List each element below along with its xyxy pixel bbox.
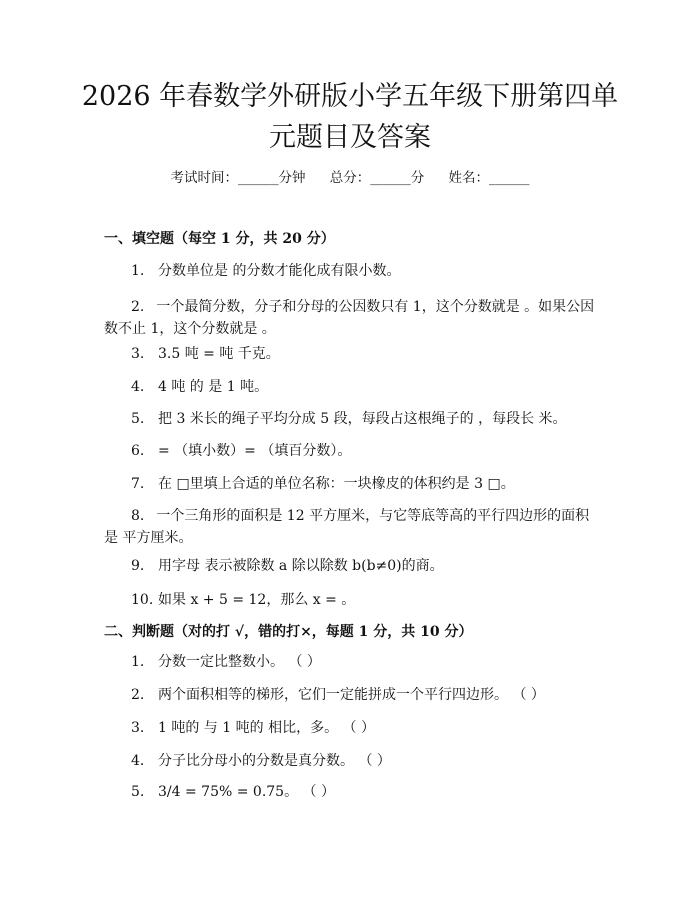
question-number: 9. (131, 558, 145, 574)
question-text: 1 吨的 与 1 吨的 相比，多。 （ ） (158, 720, 375, 736)
question-number: 1. (131, 263, 145, 279)
student-name-field: 姓名：______ (448, 170, 530, 186)
question-item (104, 440, 604, 462)
exam-time-field: 考试时间：______分钟 (170, 170, 306, 186)
question-number: 2. (131, 299, 145, 315)
section-heading-fill-in: 一、填空题（每空 1 分，共 20 分） (104, 231, 335, 247)
section-heading-true-false: 二、判断题（对的打 √，错的打×，每题 1 分，共 10 分） (104, 624, 473, 640)
page-title-line-2: 元题目及答案 (269, 122, 431, 153)
question-text: 用字母 表示被除数 a 除以除数 b(b≠0)的商。 (158, 558, 444, 574)
question-text: 两个面积相等的梯形，它们一定能拼成一个平行四边形。 （ ） (158, 687, 545, 703)
exam-meta (0, 166, 700, 186)
question-item (104, 651, 604, 673)
question-number: 4. (131, 753, 145, 769)
question-item (104, 376, 604, 398)
question-text: 如果 x + 5 = 12，那么 x = 。 (158, 592, 356, 608)
question-text: 分数单位是 的分数才能化成有限小数。 (158, 263, 401, 279)
question-number: 3. (131, 346, 145, 362)
question-item (104, 684, 604, 706)
question-number: 5. (131, 784, 145, 800)
question-text: 3/4 = 75% = 0.75。 （ ） (158, 784, 335, 800)
question-text: 3.5 吨 = 吨 千克。 (158, 346, 280, 362)
question-number: 6. (131, 443, 145, 459)
question-text: 在 □里填上合适的单位名称：一块橡皮的体积约是 3 □。 (158, 476, 515, 492)
question-item (104, 555, 604, 577)
question-text: 4 吨 的 是 1 吨。 (158, 379, 269, 395)
question-item (104, 296, 596, 340)
question-text: 一个最简分数，分子和分母的公因数只有 1，这个分数就是 。如果公因数不止 1，这个分数就是 。 (104, 299, 595, 337)
question-item (104, 589, 604, 611)
question-item (104, 750, 604, 772)
question-text: 一个三角形的面积是 12 平方厘米，与它等底等高的平行四边形的面积是 平方厘米。 (104, 508, 590, 546)
question-text: 把 3 米长的绳子平均分成 5 段，每段占这根绳子的 ，每段长 米。 (158, 411, 567, 427)
question-number: 7. (131, 476, 145, 492)
question-item (104, 717, 604, 739)
question-item (104, 473, 604, 495)
question-number: 5. (131, 411, 145, 427)
page-title-line-1: 2026 年春数学外研版小学五年级下册第四单 (81, 81, 619, 112)
question-item (104, 505, 596, 549)
question-number: 1. (131, 654, 145, 670)
question-number: 10. (131, 592, 154, 608)
question-item (104, 408, 604, 430)
question-item (104, 260, 604, 282)
question-text: = （填小数）= （填百分数）。 (158, 443, 352, 459)
question-number: 3. (131, 720, 145, 736)
question-item (104, 343, 604, 365)
question-number: 8. (131, 508, 145, 524)
question-text: 分子比分母小的分数是真分数。 （ ） (158, 753, 391, 769)
question-number: 4. (131, 379, 145, 395)
question-number: 2. (131, 687, 145, 703)
question-item (104, 781, 604, 803)
total-score-field: 总分：______分 (329, 170, 425, 186)
question-text: 分数一定比整数小。 （ ） (158, 654, 321, 670)
